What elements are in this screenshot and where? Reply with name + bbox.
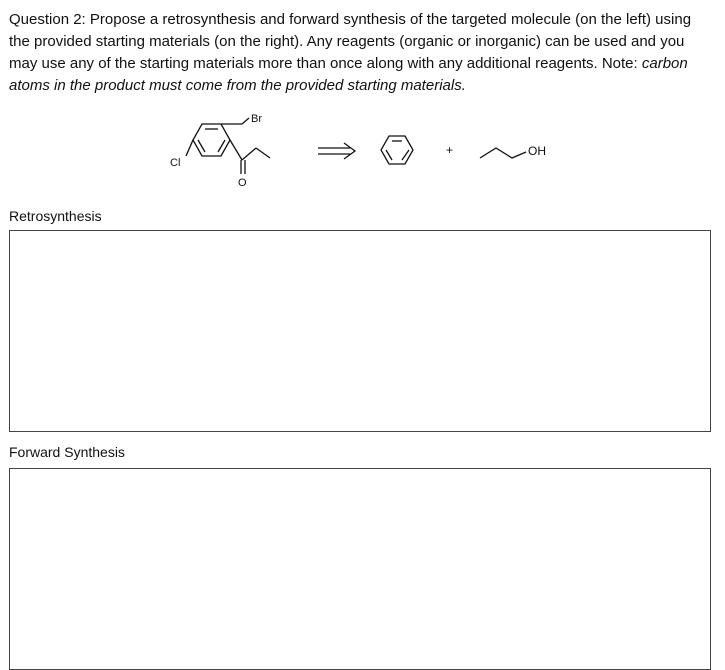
benzene-starting-material [381, 136, 413, 164]
target-br-bond [242, 118, 249, 124]
target-chain-bond-1 [230, 140, 242, 160]
atom-label-oh: OH [528, 144, 546, 158]
question-main-text: Question 2: Propose a retrosynthesis and forward synthesis of the targeted molecule (on the left) using the provided starting materials (on the right). Any reagents (organic or inorganic) can be used and you may use any of the starting materials more than once along with any additional reagents. Note: [9, 11, 692, 72]
reaction-scheme [160, 108, 580, 200]
question-text [9, 9, 709, 97]
propanol-starting-material [480, 148, 526, 158]
target-cl-bond [186, 140, 193, 156]
retrosynthesis-label: Retrosynthesis [9, 208, 102, 224]
forward-synthesis-label: Forward Synthesis [9, 444, 125, 460]
retrosynthesis-answer-box[interactable] [9, 230, 711, 432]
forward-synthesis-answer-box[interactable] [9, 468, 711, 670]
target-chain-bond-3 [256, 148, 270, 158]
question-note-text: carbon atoms in the product must come from the provided starting materials. [9, 55, 688, 94]
plus-sign: + [446, 143, 454, 157]
atom-label-cl: Cl [170, 157, 181, 169]
atom-label-o: O [238, 177, 247, 189]
retrosynthesis-arrow [318, 143, 355, 159]
atom-label-br: Br [251, 113, 262, 125]
target-chain-bond-2 [242, 148, 256, 160]
target-molecule [186, 118, 270, 174]
